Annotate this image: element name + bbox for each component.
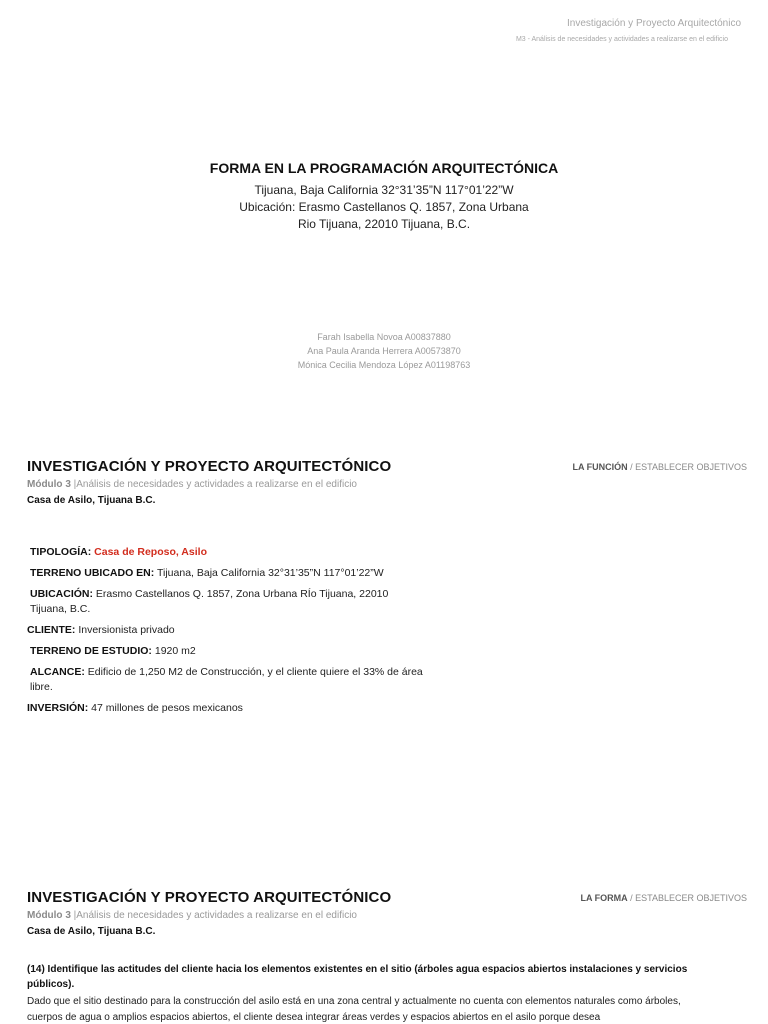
section-forma [27, 889, 747, 937]
module-description: |Análisis de necesidades y actividades a realizarse en el edificio [70, 479, 357, 490]
section-title: INVESTIGACIÓN Y PROYECTO ARQUITECTÓNICO [27, 458, 392, 475]
running-header-title: Investigación y Proyecto Arquitectónico [567, 18, 741, 29]
info-estudio [27, 644, 427, 659]
author-name: Ana Paula Aranda Herrera A00573870 [307, 346, 461, 356]
info-tipologia [27, 545, 427, 560]
running-header-subtitle: M3 - Análisis de necesidades y actividades a realizarse en el edificio [515, 36, 728, 43]
section-tag-rest: / ESTABLECER OBJETIVOS [627, 462, 747, 472]
info-value: Edificio de 1,250 M2 de Construcción, y el cliente quiere el 33% de área libre. [30, 666, 423, 693]
question-14: (14) Identifique las actitudes del cliente hacia los elementos existentes en el sitio (árboles agua espacios abiertos instalaciones y servicios públicos). [27, 964, 688, 990]
project-info [27, 545, 427, 722]
info-cliente [27, 623, 427, 638]
section-subtitle: Casa de Asilo, Tijuana B.C. [27, 926, 156, 937]
running-header [516, 18, 741, 43]
section-module [27, 479, 747, 490]
info-terreno [27, 566, 427, 581]
section-title: INVESTIGACIÓN Y PROYECTO ARQUITECTÓNICO [27, 889, 392, 906]
info-inversion [27, 701, 427, 716]
module-description: |Análisis de necesidades y actividades a realizarse en el edificio [70, 910, 357, 921]
section-funcion [27, 458, 747, 506]
info-ubicacion [27, 587, 427, 617]
section-tag-rest: / ESTABLECER OBJETIVOS [627, 893, 747, 903]
cover-line: Rio Tijuana, 22010 Tijuana, B.C. [297, 217, 471, 231]
info-label: TERRENO DE ESTUDIO: [30, 645, 152, 657]
info-value: Inversionista privado [75, 624, 175, 636]
info-value-highlight: Casa de Reposo, Asilo [94, 546, 207, 558]
section-tag [572, 462, 747, 472]
info-value: 1920 m2 [151, 645, 196, 657]
answer-14: Dado que el sitio destinado para la construcción del asilo está en una zona central y actualmente no cuenta con elementos naturales como árboles, cuerpos de agua o amplios espacios abiertos, el cliente desea integrar áreas verdes y espacios abiertos en el asilo porque desea [27, 996, 681, 1023]
section-tag-bold: LA FUNCIÓN [572, 462, 628, 472]
info-label: INVERSIÓN: [27, 702, 89, 714]
info-alcance [27, 665, 427, 695]
cover-line: Ubicación: Erasmo Castellanos Q. 1857, Zona Urbana [239, 200, 529, 214]
cover-block [0, 160, 768, 233]
info-value: 47 millones de pesos mexicanos [88, 702, 243, 714]
module-label: Módulo 3 [27, 479, 71, 490]
info-value: Tijuana, Baja California 32°31’35”N 117°01’22”W [154, 567, 384, 579]
info-label: CLIENTE: [27, 624, 76, 636]
section-module [27, 910, 747, 921]
info-label: UBICACIÓN: [30, 588, 93, 600]
cover-line: Tijuana, Baja California 32°31’35”N 117°01’22”W [254, 183, 514, 197]
module-label: Módulo 3 [27, 910, 71, 921]
section-tag [580, 893, 747, 903]
section-subtitle: Casa de Asilo, Tijuana B.C. [27, 495, 156, 506]
info-value: Erasmo Castellanos Q. 1857, Zona Urbana RÍo Tijuana, 22010 Tijuana, B.C. [30, 588, 389, 615]
info-label: TIPOLOGÍA: [30, 546, 92, 558]
author-name: Farah Isabella Novoa A00837880 [317, 332, 451, 342]
info-label: ALCANCE: [30, 666, 85, 678]
author-name: Mónica Cecilia Mendoza López A01198763 [297, 360, 471, 370]
info-label: TERRENO UBICADO EN: [30, 567, 155, 579]
authors-list [0, 330, 768, 372]
cover-title: FORMA EN LA PROGRAMACIÓN ARQUITECTÓNICA [209, 160, 559, 176]
section-tag-bold: LA FORMA [580, 893, 628, 903]
